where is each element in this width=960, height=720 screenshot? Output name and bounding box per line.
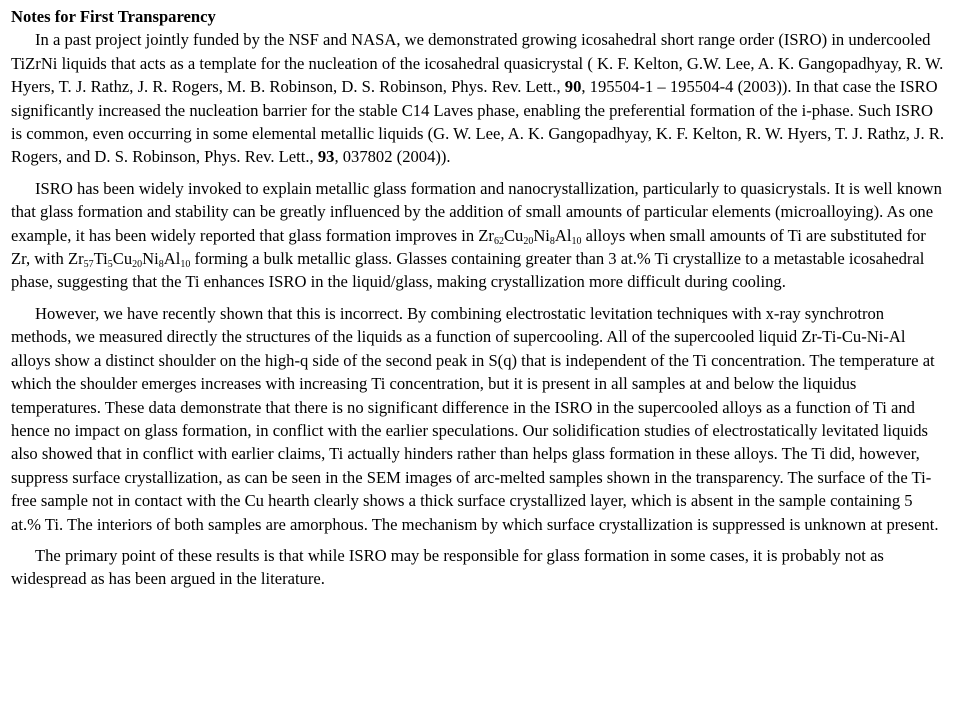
paragraph-3: However, we have recently shown that this is incorrect. By combining electrostatic levitation techniques with x-ray synchrotron methods, we measured directly the structures of the liquids as a function of supercooling. All of the supercooled liquid Zr-Ti-Cu-Ni-Al alloys show a distinct shoulder on the high-q side of the second peak in S(q) that is independent of the Ti concentration. The temperature at which the shoulder emerges increases with increasing Ti concentration, but it is present in all samples at and below the liquidus temperatures. These data demonstrate that there is no significant difference in the ISRO in the supercooled alloys as a function of Ti and hence no impact on glass formation, in conflict with the earlier speculations. Our solidification studies of electrostatically levitated liquids also showed that in conflict with earlier claims, Ti actually hinders rather than helps glass formation in these alloys. The Ti did, however, suppress surface crystallization, as can be seen in the SEM images of arc-melted samples shown in the transparency. The surface of the Ti-free sample not in contact with the Cu hearth clearly shows a thick surface crystallized layer, which is absent in the sample containing 5 at.% Ti. The interiors of both samples are amorphous. The mechanism by which surface crystallization is suppressed is unknown at present. xyxy=(11,303,939,534)
p1-text-a: In a past project jointly funded by the NSF and NASA, we demonstrated growing icosahedral short range order (ISRO) in undercooled TiZrNi liquids that acts as a template for the nucleation of the icosahedral quasicrystal ( K. F. Kelton, G.W. Lee, A. K. Gangopadhyay, R. W. Hyers, T. J. Rathz, J. R. Rogers, M. B. Robinson, D. S. Robinson, Phys. Rev. Lett., xyxy=(11,30,944,97)
formula-element: Cu xyxy=(112,249,133,269)
formula-subscript: 10 xyxy=(180,259,191,271)
p2-text-b: alloys when small amounts of Ti are substituted for Zr, with Zr xyxy=(11,225,926,269)
p1-volume-2: 93 xyxy=(317,147,335,167)
formula-element: Ni xyxy=(533,225,550,245)
formula-element: Cu xyxy=(503,225,524,245)
formula-subscript: 62 xyxy=(493,235,504,247)
document-page xyxy=(11,5,945,591)
paragraph-4: The primary point of these results is that while ISRO may be responsible for glass formation in some cases, it is probably not as widespread as has been argued in the literature. xyxy=(11,545,884,589)
document-title: Notes for First Transparency xyxy=(11,7,216,26)
p2-text-c: forming a bulk metallic glass. Glasses containing greater than 3 at.% Ti crystallize to a metastable icosahedral phase, suggesting that the Ti enhances ISRO in the liquid/glass, making crystallization more difficult during cooling. xyxy=(11,249,925,292)
formula-subscript: 20 xyxy=(523,235,534,247)
p1-text-c: , 037802 (2004)). xyxy=(334,147,451,167)
formula-subscript: 57 xyxy=(83,259,94,271)
formula-subscript: 8 xyxy=(158,259,164,271)
paragraph-1 xyxy=(11,28,945,168)
p1-volume-1: 90 xyxy=(564,77,582,97)
paragraph-2 xyxy=(11,177,945,294)
formula-element: Al xyxy=(554,225,572,245)
formula-subscript: 10 xyxy=(571,235,582,247)
formula-element: Ni xyxy=(142,249,159,269)
formula-subscript: 8 xyxy=(549,235,555,247)
formula-subscript: 20 xyxy=(132,259,143,271)
formula-element: Al xyxy=(163,249,181,269)
p1-text-b: , 195504-1 – 195504-4 (2003)). In that case the ISRO significantly increased the nucleation barrier for the stable C14 Laves phase, enabling the preferential formation of the i-phase. Such ISRO is common, even occurring in some elemental metallic liquids (G. W. Lee, A. K. Gangopadhyay, K. F. Kelton, R. W. Hyers, T. J. Rathz, J. R. Rogers, and D. S. Robinson, Phys. Rev. Lett., xyxy=(11,77,944,167)
p2-text-a: ISRO has been widely invoked to explain metallic glass formation and nanocrystallization, particularly to quasicrystals. It is well known that glass formation and stability can be greatly influenced by the addition of small amounts of particular elements (microalloying). As one example, it has been widely reported that glass formation improves in Zr xyxy=(11,178,942,245)
formula-subscript: 5 xyxy=(107,259,113,271)
formula-element: Ti xyxy=(93,249,108,269)
